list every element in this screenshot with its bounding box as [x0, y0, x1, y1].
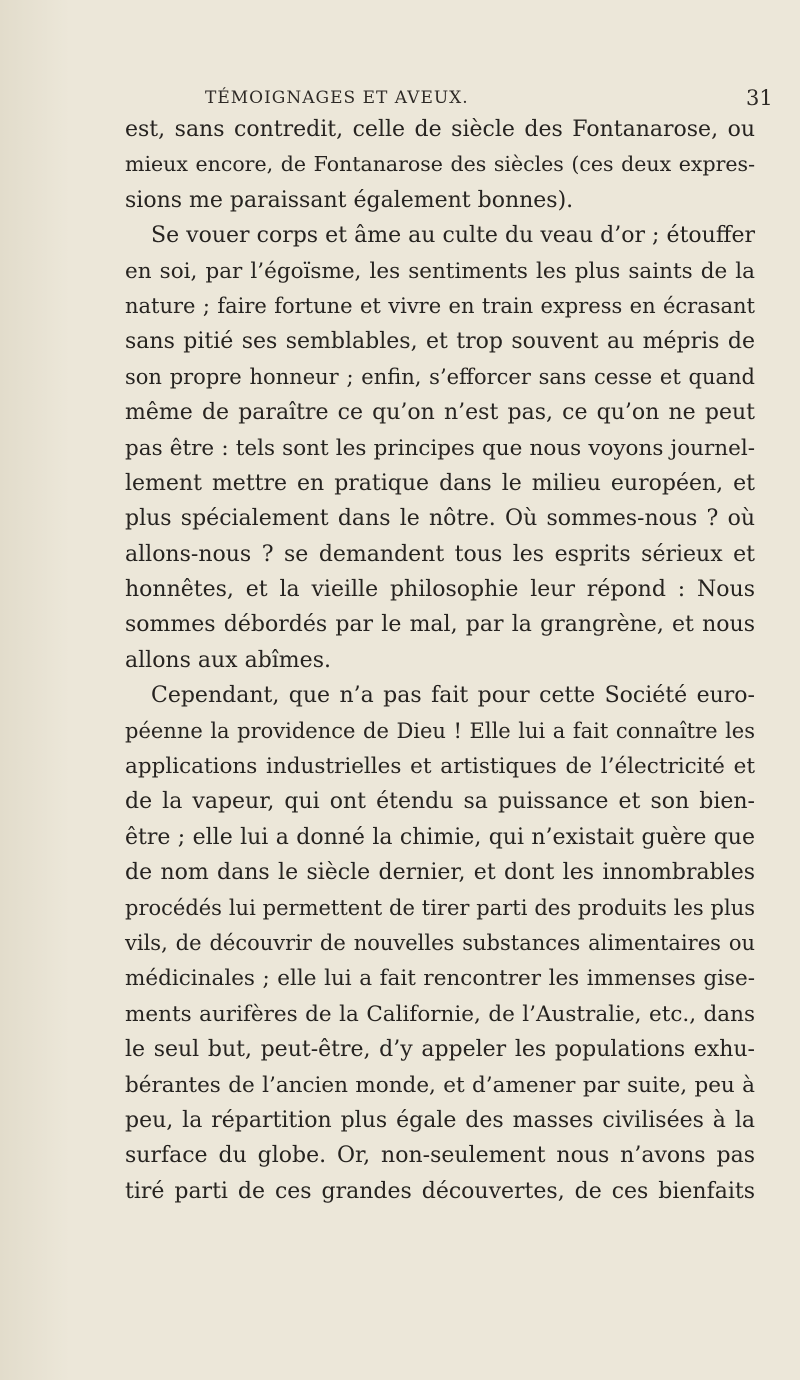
text-line: sommes débordés par le mal, par la grangrène, et nous [125, 612, 755, 638]
text-line: est, sans contredit, celle de siècle des Fontanarose, ou [125, 117, 755, 142]
text-line: être ; elle lui a donné la chimie, qui n’existait guère que [125, 824, 755, 850]
body-text [125, 112, 755, 1209]
text-line: plus spécialement dans le nôtre. Où sommes-nous ? où [125, 506, 755, 532]
text-line: en soi, par l’égoïsme, les sentiments les plus saints de la [125, 258, 755, 284]
text-line: sions me paraissant également bonnes). [125, 187, 574, 213]
text-line: Se vouer corps et âme au culte du veau d’or ; étouffer [151, 223, 755, 249]
text-line: peu, la répartition plus égale des masses civilisées à la [125, 1107, 755, 1133]
text-line: de la vapeur, qui ont étendu sa puissance et son bien- [125, 789, 755, 815]
text-line: ments aurifères de la Californie, de l’Australie, etc., dans [125, 1001, 755, 1027]
text-line: pas être : tels sont les principes que nous voyons journel- [125, 435, 755, 461]
text-line: honnêtes, et la vieille philosophie leur répond : Nous [125, 577, 755, 603]
text-line: le seul but, peut-être, d’y appeler les populations exhu- [125, 1037, 755, 1063]
text-line: allons-nous ? se demandent tous les esprits sérieux et [125, 541, 755, 567]
text-line: tiré parti de ces grandes découvertes, de ces bienfaits [125, 1178, 755, 1204]
text-line: bérantes de l’ancien monde, et d’amener par suite, peu à [125, 1072, 755, 1098]
text-line: sans pitié ses semblables, et trop souvent au mépris de [125, 329, 755, 355]
text-line: médicinales ; elle lui a fait rencontrer les immenses gise- [125, 966, 755, 992]
text-line: même de paraître ce qu’on n’est pas, ce qu’on ne peut [125, 400, 755, 426]
text-line: surface du globe. Or, non-seulement nous n’avons pas [125, 1143, 755, 1169]
text-line: allons aux abîmes. [125, 647, 331, 673]
running-head: TÉMOIGNAGES ET AVEUX. [205, 88, 469, 108]
page-number: 31 [746, 86, 773, 110]
text-line: son propre honneur ; enfin, s’efforcer sans cesse et quand [125, 364, 755, 389]
text-line: de nom dans le siècle dernier, et dont les innombrables [125, 860, 755, 886]
text-line: mieux encore, de Fontanarose des siècles (ces deux expres- [125, 152, 755, 177]
text-line: Cependant, que n’a pas fait pour cette Société euro- [151, 683, 755, 709]
text-line: lement mettre en pratique dans le milieu européen, et [125, 470, 755, 496]
text-line: procédés lui permettent de tirer parti des produits les plus [125, 895, 755, 920]
text-line: nature ; faire fortune et vivre en train express en écrasant [125, 293, 755, 318]
text-line: applications industrielles et artistiques de l’électricité et [125, 754, 755, 780]
text-line: vils, de découvrir de nouvelles substances alimentaires ou [125, 930, 755, 955]
text-line: péenne la providence de Dieu ! Elle lui a fait connaître les [125, 718, 755, 743]
page-margin-shadow [0, 0, 70, 1380]
